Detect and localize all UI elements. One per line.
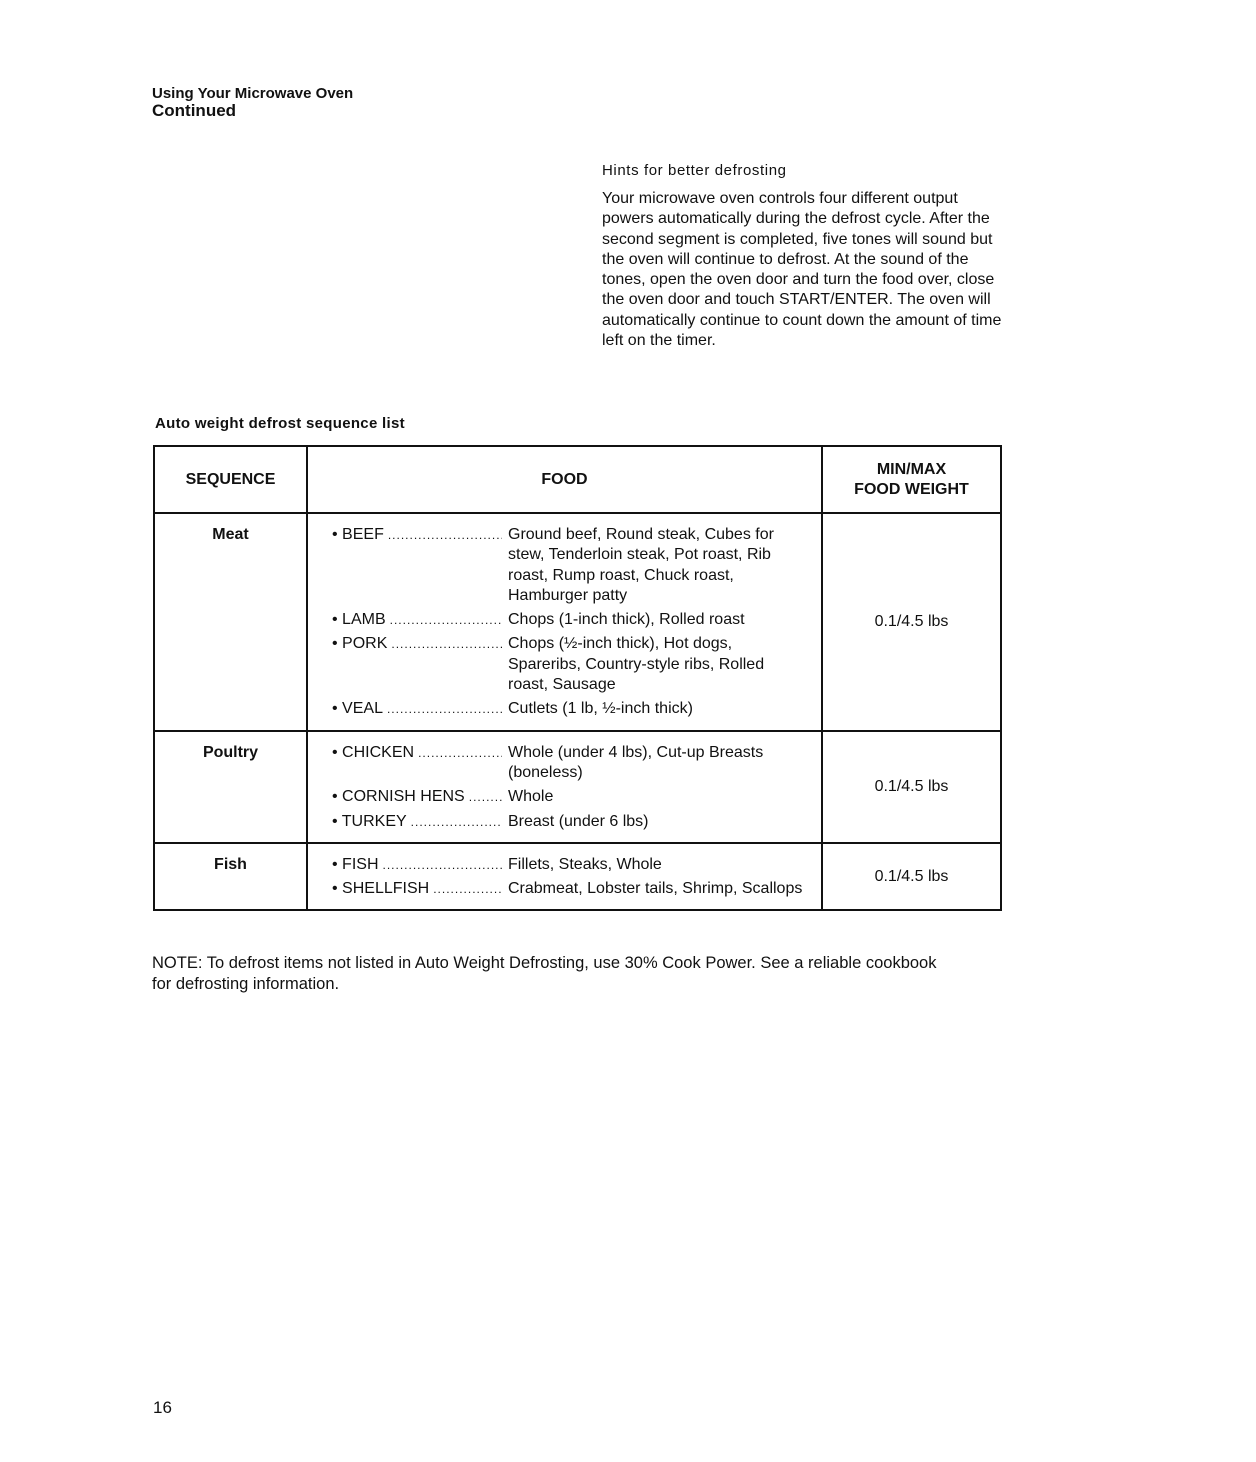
food-description: Crabmeat, Lobster tails, Shrimp, Scallops	[508, 880, 803, 898]
sequence-cell: Meat	[154, 513, 307, 731]
leader-dots	[418, 743, 502, 784]
table-row	[154, 513, 1001, 731]
food-kind	[332, 743, 508, 784]
hints-heading: Hints for better defrosting	[602, 162, 787, 179]
food-description: Fillets, Steaks, Whole	[508, 855, 662, 873]
leader-dots	[391, 634, 502, 695]
food-kind-label: • BEEF	[332, 526, 384, 543]
leader-dots	[388, 525, 502, 606]
food-kind-label: • CORNISH HENS	[332, 788, 465, 806]
food-item	[332, 743, 821, 784]
header-weight-line2: FOOD WEIGHT	[854, 480, 969, 498]
food-kind	[332, 787, 508, 807]
food-kind	[332, 855, 508, 875]
food-kind	[332, 812, 508, 832]
food-item	[332, 699, 821, 719]
food-kind-label: • FISH	[332, 855, 379, 873]
page-header-title: Using Your Microwave Oven	[152, 85, 354, 102]
food-kind-label: • PORK	[332, 635, 388, 653]
leader-dots	[387, 699, 502, 719]
food-item	[332, 525, 821, 606]
food-description: Whole (under 4 lbs), Cut-up Breasts (boneless)	[508, 743, 764, 781]
leader-dots	[411, 812, 502, 832]
food-kind	[332, 879, 508, 899]
leader-dots	[433, 879, 502, 899]
page-header-subtitle: Continued	[152, 101, 237, 120]
defrost-sequence-table	[153, 445, 1002, 911]
food-kind	[332, 610, 508, 630]
food-description: Chops (½-inch thick), Hot dogs, Spareribs, Country-style ribs, Rolled roast, Sausage	[508, 635, 765, 694]
food-item	[332, 879, 821, 899]
header-food: FOOD	[307, 446, 822, 513]
header-weight	[822, 446, 1001, 513]
leader-dots	[390, 610, 502, 630]
food-description: Cutlets (1 lb, ½-inch thick)	[508, 700, 693, 718]
table-header-row	[154, 446, 1001, 513]
header-weight-line1: MIN/MAX	[876, 460, 947, 478]
food-cell	[307, 731, 822, 843]
leader-dots	[383, 855, 503, 875]
food-description: Chops (1-inch thick), Rolled roast	[508, 611, 745, 629]
table-caption: Auto weight defrost sequence list	[155, 415, 405, 432]
page-number: 16	[153, 1398, 172, 1417]
food-item	[332, 610, 821, 630]
food-kind-label: • VEAL	[332, 700, 383, 718]
sequence-cell: Poultry	[154, 731, 307, 843]
hints-section	[602, 162, 1002, 351]
food-item	[332, 812, 821, 832]
food-cell	[307, 843, 822, 911]
food-kind	[332, 699, 508, 719]
food-kind-label: • TURKEY	[332, 812, 407, 830]
food-kind-label: • CHICKEN	[332, 743, 415, 761]
food-kind	[332, 525, 508, 606]
weight-cell: 0.1/4.5 lbs	[822, 731, 1001, 843]
food-item	[332, 634, 821, 695]
food-kind-label: • LAMB	[332, 611, 386, 629]
note-text: NOTE: To defrost items not listed in Auto Weight Defrosting, use 30% Cook Power. See a reliable cookbook for defrosting information.	[152, 954, 937, 993]
leader-dots	[469, 787, 502, 807]
weight-cell: 0.1/4.5 lbs	[822, 513, 1001, 731]
weight-cell: 0.1/4.5 lbs	[822, 843, 1001, 911]
page-header	[152, 85, 353, 119]
food-item	[332, 787, 821, 807]
table-row	[154, 843, 1001, 911]
food-item	[332, 855, 821, 875]
food-kind	[332, 634, 508, 695]
table-row	[154, 731, 1001, 843]
hints-text: Your microwave oven controls four different output powers automatically during the defrost cycle. After the second segment is completed, five tones will sound but the oven will continue to defrost. At the sound of the tones, open the oven door and turn the food over, close the oven door and touch START/ENTER. The oven will automatically continue to count down the amount of time left on the timer.	[602, 190, 1002, 350]
food-kind-label: • SHELLFISH	[332, 880, 430, 898]
food-description: Ground beef, Round steak, Cubes for stew, Tenderloin steak, Pot roast, Rib roast, Rump roast, Chuck roast, Hamburger patty	[508, 526, 774, 604]
sequence-cell: Fish	[154, 843, 307, 911]
food-description: Whole	[508, 788, 554, 806]
header-sequence: SEQUENCE	[154, 446, 307, 513]
food-description: Breast (under 6 lbs)	[508, 812, 649, 830]
food-cell	[307, 513, 822, 731]
